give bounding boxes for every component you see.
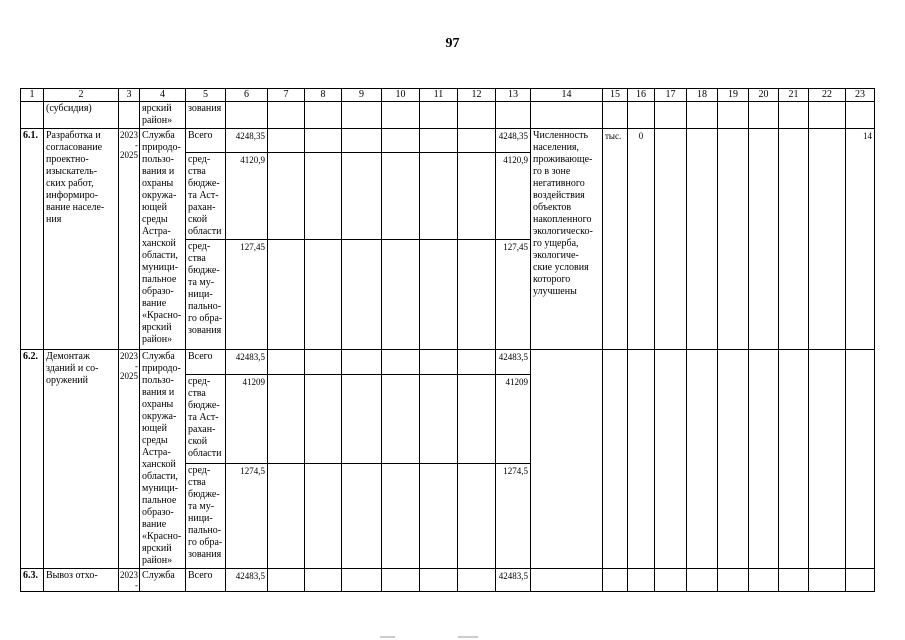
column-number-header: 6 <box>226 89 268 102</box>
funding-amount-col13: 41209 <box>496 374 531 463</box>
funding-source: Всего <box>186 350 226 375</box>
column-number-header-row <box>21 89 875 102</box>
funding-amount-col6: 4120,9 <box>226 153 268 240</box>
indicator-unit: тыс. <box>603 129 628 350</box>
indicator-value-col23: 14 <box>846 129 875 350</box>
continuation-name-cell: (субсидия) <box>44 102 119 129</box>
column-number-header: 4 <box>140 89 186 102</box>
column-number-header: 9 <box>342 89 382 102</box>
table-row <box>21 350 875 375</box>
column-number-header: 18 <box>687 89 718 102</box>
column-number-header: 8 <box>305 89 342 102</box>
funding-amount-col13: 4120,9 <box>496 153 531 240</box>
funding-source: сред- ства бюдже- та Аст- рахан- ской области <box>186 153 226 240</box>
page-number: 97 <box>445 36 460 51</box>
funding-amount-col13: 42483,5 <box>496 569 531 592</box>
funding-source: Всего <box>186 569 226 592</box>
column-number-header: 11 <box>420 89 458 102</box>
target-indicator: Численность населения, проживающе- го в зоне негативного воздействия объектов накопленного экологическо- го ущерба, экологиче- ские условия которого улучшены <box>531 129 603 350</box>
funding-amount-col13: 4248,35 <box>496 129 531 153</box>
column-number-header: 19 <box>718 89 749 102</box>
funding-amount-col13: 1274,5 <box>496 464 531 569</box>
column-number-header: 7 <box>268 89 305 102</box>
continuation-source-cell: зования <box>186 102 226 129</box>
continuation-executor-cell: ярский район» <box>140 102 186 129</box>
funding-source: сред- ства бюдже- та му- ници- пально- го обра- зования <box>186 240 226 350</box>
activity-years: 2023- 2025 <box>119 350 140 569</box>
column-number-header: 12 <box>458 89 496 102</box>
column-number-header: 3 <box>119 89 140 102</box>
funding-amount-col6: 42483,5 <box>226 569 268 592</box>
column-number-header: 1 <box>21 89 44 102</box>
column-number-header: 13 <box>496 89 531 102</box>
column-number-header: 21 <box>779 89 809 102</box>
funding-amount-col6: 4248,35 <box>226 129 268 153</box>
activity-executor: Служба природо- пользо- вания и охраны окружа- ющей среды Астра- ханской области, муници- пальное образо- вание «Красно- ярский район» <box>140 129 186 350</box>
activity-years: 2023- <box>120 570 138 590</box>
funding-source: сред- ства бюдже- та му- ници- пально- го обра- зования <box>186 464 226 569</box>
activity-executor: Служба природо- пользо- вания и охраны окружа- ющей среды Астра- ханской области, муници- пальное образо- вание «Красно- ярский район» <box>140 350 186 569</box>
activity-years: 2023- 2025 <box>119 129 140 350</box>
activity-name: Демонтаж зданий и со- оружений <box>44 350 119 569</box>
column-number-header: 22 <box>809 89 846 102</box>
column-number-header: 5 <box>186 89 226 102</box>
funding-amount-col6: 1274,5 <box>226 464 268 569</box>
funding-amount-col13: 127,45 <box>496 240 531 350</box>
activity-name: Вывоз отхо- <box>44 569 119 592</box>
column-number-header: 15 <box>603 89 628 102</box>
program-activities-table <box>20 88 875 592</box>
column-number-header: 16 <box>628 89 655 102</box>
funding-source: сред- ства бюдже- та Аст- рахан- ской области <box>186 374 226 463</box>
activity-executor: Служба <box>140 569 186 592</box>
column-number-header: 10 <box>382 89 420 102</box>
column-number-header: 14 <box>531 89 603 102</box>
funding-amount-col6: 127,45 <box>226 240 268 350</box>
column-number-header: 20 <box>749 89 779 102</box>
indicator-value-col16: 0 <box>628 129 655 350</box>
column-number-header: 17 <box>655 89 687 102</box>
row-id: 6.2. <box>21 350 44 569</box>
column-number-header: 23 <box>846 89 875 102</box>
row-id: 6.3. <box>21 569 44 592</box>
continuation-row <box>21 102 875 129</box>
funding-amount-col13: 42483,5 <box>496 350 531 375</box>
funding-source: Всего <box>186 129 226 153</box>
funding-amount-col6: 41209 <box>226 374 268 463</box>
table-row <box>21 129 875 153</box>
row-id: 6.1. <box>21 129 44 350</box>
activity-name: Разработка и согласование проектно- изыскатель- ских работ, информиро- вание населе- ния <box>44 129 119 350</box>
table-row <box>21 569 875 592</box>
funding-amount-col6: 42483,5 <box>226 350 268 375</box>
column-number-header: 2 <box>44 89 119 102</box>
